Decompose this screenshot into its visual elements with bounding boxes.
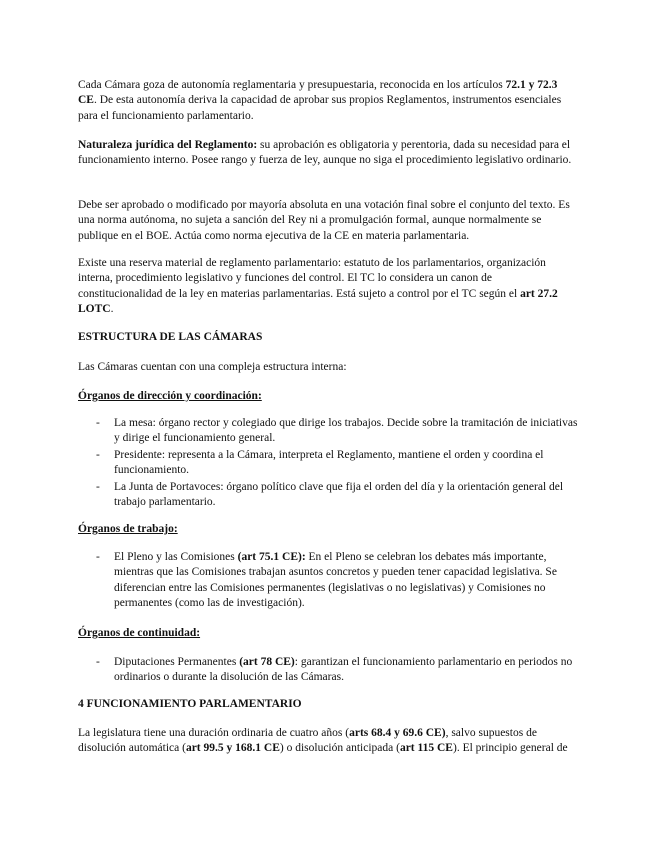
- bold-reference: art 115 CE: [399, 742, 453, 755]
- list-trabajo: [78, 550, 578, 613]
- list-item-text: Presidente: representa a la Cámara, interpreta el Reglamento, mantiene el orden y coordina el funcionamiento.: [114, 448, 544, 477]
- text-run: Existe una reserva material de reglamento parlamentario: estatuto de los parlamentarios, organización interna, procedimiento legislativo y funciones del control. El TC lo considera un canon de constitucionalidad de la ley en materias parlamentarias. Está sujeto a control por el TC según el: [78, 257, 546, 300]
- list-item: [78, 550, 578, 612]
- text-run: su aprobación es obligatoria y perentoria, dada su necesidad para el funcionamiento interno. Posee rango y fuerza de ley, aunque no siga el procedimiento legislativo ordinario.: [78, 139, 572, 167]
- text-run: . De esta autonomía deriva la capacidad de aprobar sus propios Reglamentos, instrumentos esenciales para el funcionamiento parlamentario.: [78, 94, 562, 122]
- text-run: Debe ser aprobado o modificado por mayoría absoluta en una votación final sobre el conjunto del texto. Es una norma autónoma, no sujeta a sanción del Rey ni a promulgación formal, aunque normalmente se publique en el BOE. Actúa como norma ejecutiva de la CE en materia parlamentaria.: [78, 199, 570, 242]
- list-item: [78, 416, 578, 447]
- bold-reference: 72.1 y 72.3 CE: [78, 79, 558, 107]
- subsection-title-trabajo: Órganos de trabajo:: [78, 523, 178, 535]
- subsection-title-continuidad: Órganos de continuidad:: [78, 627, 201, 639]
- list-item-text: La mesa: órgano rector y colegiado que dirige los trabajos. Decide sobre la tramitación de iniciativas y dirige el funcionamiento general.: [114, 417, 578, 445]
- text-run: La legislatura tiene una duración ordinaria de cuatro años (: [78, 727, 350, 739]
- text-run: Cada Cámara goza de autonomía reglamentaria y presupuestaria, reconocida en los artículos: [78, 79, 506, 91]
- list-item: [78, 480, 578, 511]
- dash-bullet: -: [96, 656, 100, 668]
- list-item-text: En el Pleno se celebran los debates más importante, mientras que las Comisiones trabajan asuntos concretos y pueden tener capacidad legislativa. Se diferencian entre las Comisiones permanentes (legislativas o no legislativas) y Comisiones no permanentes (como las de investigación).: [114, 551, 557, 610]
- text-run: ) o disolución anticipada (: [279, 742, 400, 755]
- list-item: [78, 655, 578, 686]
- text-run: ). El principio general de: [452, 742, 568, 755]
- paragraph-autonomia: [78, 78, 578, 124]
- subsection-title-direccion: Órganos de dirección y coordinación:: [78, 390, 262, 402]
- text-run: .: [110, 303, 114, 316]
- dash-bullet: -: [96, 480, 100, 493]
- list-item-text: : garantizan el funcionamiento parlamentario en periodos no ordinarios o durante la disolución de las Cámaras.: [114, 656, 573, 684]
- list-item-text: Diputaciones Permanentes: [114, 656, 240, 668]
- paragraph-aprobacion: [78, 198, 578, 244]
- paragraph-naturaleza: [78, 138, 578, 169]
- text-run: , salvo supuestos de disolución automática (: [78, 727, 537, 755]
- bold-reference: arts 68.4 y 69.6 CE): [349, 727, 446, 739]
- bold-reference: art 27.2 LOTC: [78, 287, 558, 316]
- list-item-text: El Pleno y las Comisiones: [114, 551, 238, 563]
- paragraph-legislatura: [78, 726, 578, 757]
- bold-reference: (art 75.1 CE):: [237, 551, 306, 563]
- list-direccion: [78, 416, 578, 511]
- dash-bullet: -: [96, 448, 100, 461]
- dash-bullet: -: [96, 551, 100, 563]
- section-heading-funcionamiento: 4 FUNCIONAMIENTO PARLAMENTARIO: [78, 698, 302, 710]
- bold-reference: (art 78 CE): [239, 656, 295, 668]
- bold-reference: art 99.5 y 168.1 CE: [185, 742, 280, 755]
- paragraph-reserva-material: [78, 256, 578, 318]
- section-heading-estructura: ESTRUCTURA DE LAS CÁMARAS: [78, 331, 263, 343]
- list-item: [78, 448, 578, 479]
- list-item-text: La Junta de Portavoces: órgano político clave que fija el orden del día y la orientación general del trabajo parlamentario.: [114, 480, 564, 509]
- list-continuidad: [78, 655, 578, 687]
- paragraph-intro-estructura: Las Cámaras cuentan con una compleja estructura interna:: [78, 361, 347, 373]
- dash-bullet: -: [96, 417, 100, 429]
- bold-term: Naturaleza jurídica del Reglamento:: [78, 139, 258, 151]
